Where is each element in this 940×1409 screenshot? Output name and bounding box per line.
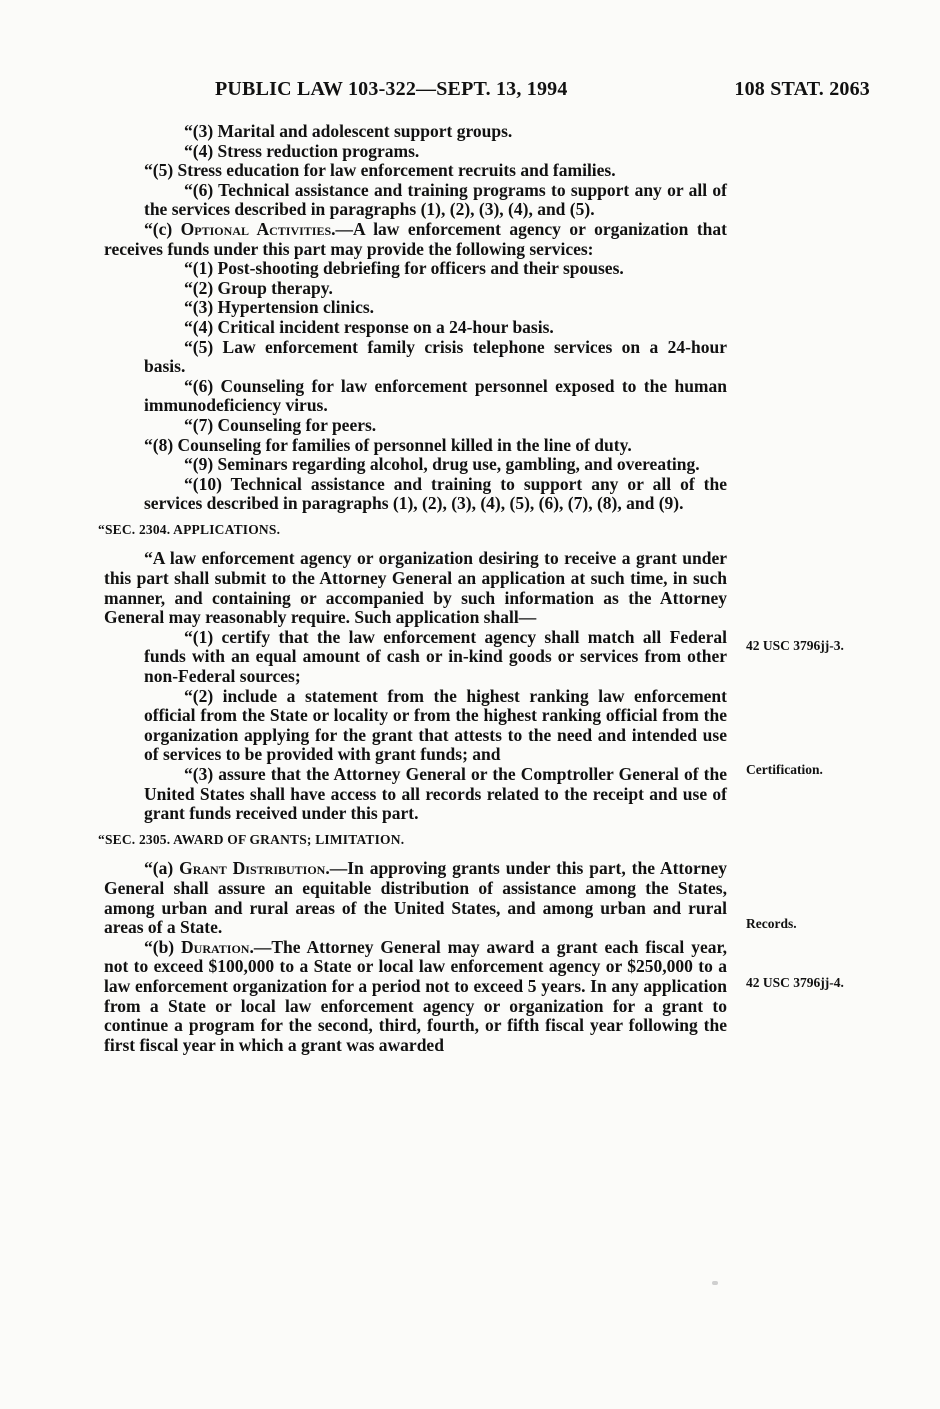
paragraph: “(5) Stress education for law enforcement recruits and families. <box>144 160 616 181</box>
paragraph: “(3) Marital and adolescent support groups. <box>184 121 513 141</box>
subsection-text: —A law enforcement agency or organization that receives funds under this part may provide the following services: <box>104 218 727 259</box>
subsection-heading: Grant Distribution. <box>179 858 330 879</box>
margin-note-usc: 42 USC 3796jj-4. <box>746 975 844 990</box>
subsection-marker: “(c) <box>144 218 173 239</box>
section-heading-2304: “SEC. 2304. APPLICATIONS. <box>98 521 281 537</box>
scan-artifact <box>712 1281 718 1285</box>
subsection-heading: Duration. <box>181 936 254 957</box>
paragraph: “(2) include a statement from the highest ranking law enforcement official from the State or locality or from the highest ranking official from the organization applying for the grant that attests to the need and intended use of services to be provided with grant funds; and <box>144 685 727 765</box>
section-heading-2305: “SEC. 2305. AWARD OF GRANTS; LIMITATION. <box>98 831 405 847</box>
paragraph: “(3) assure that the Attorney General or the Comptroller General of the United States shall have access to all records related to the receipt and use of grant funds received under this part. <box>144 764 727 824</box>
paragraph: “(1) Post-shooting debriefing for officers and their spouses. <box>184 258 624 279</box>
subsection-c <box>104 220 727 259</box>
paragraph: “(2) Group therapy. <box>184 277 333 298</box>
subsection-marker: “(a) <box>144 858 174 879</box>
paragraph: “(7) Counseling for peers. <box>184 414 377 435</box>
margin-note-usc: 42 USC 3796jj-3. <box>746 638 844 653</box>
paragraph: “A law enforcement agency or organization desiring to receive a grant under this part shall submit to the Attorney General an application at such time, in such manner, and containing or accompanied by such information as the Attorney General may reasonably require. Such application shall— <box>104 548 727 628</box>
subsection-text: —The Attorney General may award a grant each fiscal year, not to exceed $100,000 to a State or local law enforcement agency or $250,000 to a law enforcement organization for a period not to exceed 5 years. In any application from a State or local law enforcement agency or organization for a grant to continue a program for the second, third, fourth, or fifth fiscal year following the first fiscal year in which a grant was awarded <box>104 936 727 1055</box>
margin-note-certification: Certification. <box>746 762 823 777</box>
paragraph: “(3) Hypertension clinics. <box>184 297 375 318</box>
paragraph: “(4) Critical incident response on a 24-hour basis. <box>184 316 554 337</box>
paragraph: “(10) Technical assistance and training to support any or all of the services described in paragraphs (1), (2), (3), (4), (5), (6), (7), (8), and (9). <box>144 473 727 514</box>
paragraph: “(6) Technical assistance and training programs to support any or all of the services described in paragraphs (1), (2), (3), (4), and (5). <box>144 179 727 220</box>
subsection-text: —In approving grants under this part, the Attorney General shall assure an equitable distribution of assistance among the States, among urban and rural areas of the United States, and among urban and rural areas of a State. <box>104 858 728 938</box>
margin-note-records: Records. <box>746 916 797 931</box>
subsection-heading: Optional Activities. <box>180 218 336 239</box>
document-body <box>98 121 728 1055</box>
public-law-citation: PUBLIC LAW 103-322—SEPT. 13, 1994 <box>215 78 568 100</box>
subsection-marker: “(b) <box>144 936 175 957</box>
paragraph: “(9) Seminars regarding alcohol, drug use, gambling, and overeating. <box>184 454 700 475</box>
statute-page-number: 108 STAT. 2063 <box>734 78 870 100</box>
paragraph: “(1) certify that the law enforcement agency shall match all Federal funds with an equal amount of cash or in-kind goods or services from other non-Federal sources; <box>144 626 727 687</box>
subsection-a <box>104 859 727 937</box>
paragraph: “(5) Law enforcement family crisis telephone services on a 24-hour basis. <box>144 336 727 377</box>
paragraph: “(6) Counseling for law enforcement personnel exposed to the human immunodeficiency virus. <box>144 375 727 416</box>
paragraph: “(8) Counseling for families of personnel killed in the line of duty. <box>144 434 632 455</box>
paragraph: “(4) Stress reduction programs. <box>184 140 420 161</box>
subsection-b <box>104 938 727 1056</box>
